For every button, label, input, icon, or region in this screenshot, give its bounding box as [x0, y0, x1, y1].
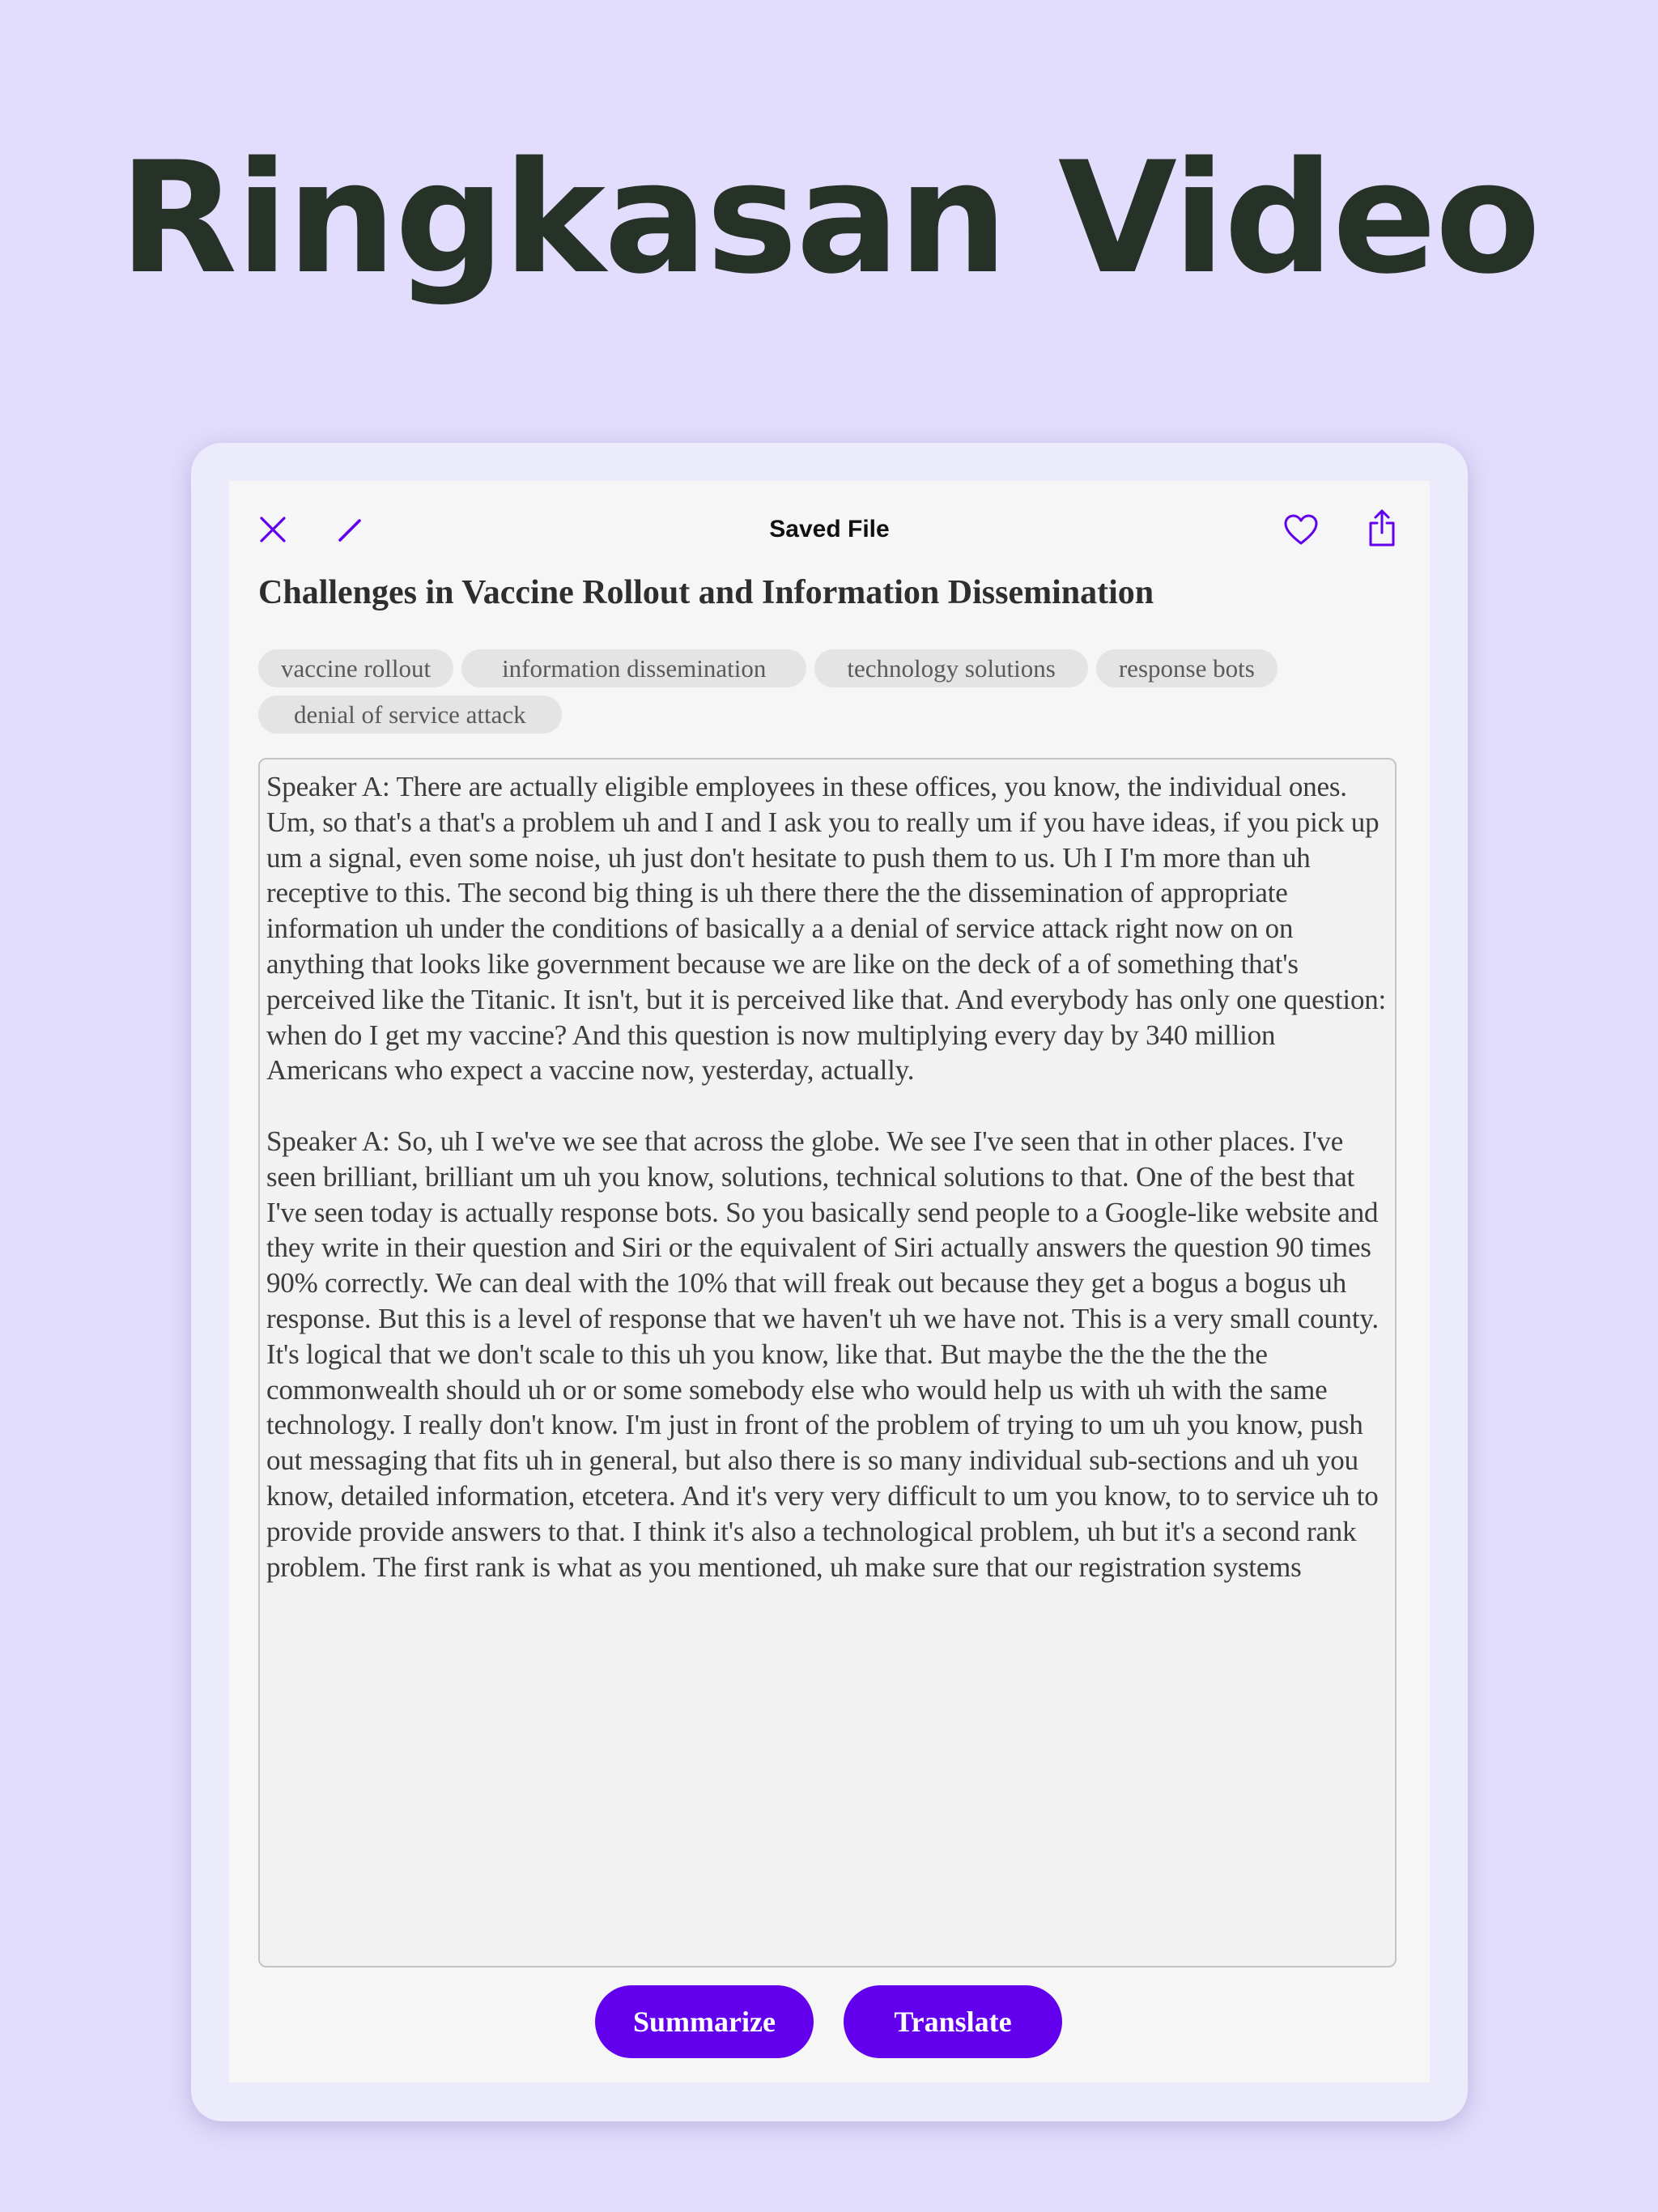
tag-chip[interactable]: technology solutions	[814, 649, 1087, 687]
tag-chip[interactable]: vaccine rollout	[258, 649, 453, 687]
share-icon	[1366, 508, 1398, 547]
tag-chip[interactable]: response bots	[1096, 649, 1278, 687]
tag-list	[258, 649, 1392, 734]
summarize-button[interactable]: Summarize	[595, 1985, 814, 2058]
transcript-textarea[interactable]	[258, 758, 1397, 1967]
transcript-paragraph: Speaker A: So, uh I we've we see that across the globe. We see I've seen that in other places. I've seen brilliant, brilliant um uh you know, solutions, technical solutions to that. One of the best that I've seen today is actually response bots. So you basically send people to a Google-like website and they write in their question and Siri or the equivalent of Siri actually answers the question 90 times 90% correctly. We can deal with the 10% that will freak out because they get a bogus a bogus uh response. But this is a level of response that we haven't uh we have not. This is a very small county. It's logical that we don't scale to this uh you know, like that. But maybe the the the the the commonwealth should uh or or some somebody else who would help us with uh with the same technology. I really don't know. I'm just in front of the problem of trying to um uh you know, push out messaging that fits uh in general, but also there is so many individual sub-sections and uh you know, detailed information, etcetera. And it's very very difficult to um you know, to to service uh to provide provide answers to that. I think it's also a technological problem, uh but it's a second rank problem. The first rank is what as you mentioned, uh make sure that our registration systems	[266, 1125, 1379, 1583]
transcript-paragraph: Speaker A: There are actually eligible employees in these offices, you know, the individual ones. Um, so that's a that's a problem uh and I and I ask you to really um if you have ideas, if you pick up um a signal, even some noise, uh just don't hesitate to push them to us. Uh I I'm more than uh receptive to this. The second big thing is uh there there the the dissemination of appropriate information uh under the conditions of basically a a denial of service attack right now on on anything that looks like government because we are like on the deck of a of something that's perceived like the Titanic. It isn't, but it is perceived like that. And everybody has only one question: when do I get my vaccine? And this question is now multiplying every day by 340 million Americans who expect a vaccine now, yesterday, actually.	[266, 771, 1387, 1087]
translate-button[interactable]: Translate	[844, 1985, 1062, 2058]
heart-icon	[1283, 513, 1319, 546]
app-screen	[229, 481, 1430, 2082]
promo-headline: Ringkasan Video	[118, 129, 1540, 308]
tag-chip[interactable]: denial of service attack	[258, 696, 562, 734]
tag-chip[interactable]: information dissemination	[461, 649, 806, 687]
share-button[interactable]	[1358, 504, 1406, 552]
favorite-button[interactable]	[1277, 505, 1325, 554]
nav-title: Saved File	[769, 516, 890, 542]
document-title: Challenges in Vaccine Rollout and Information Dissemination	[258, 574, 1154, 611]
